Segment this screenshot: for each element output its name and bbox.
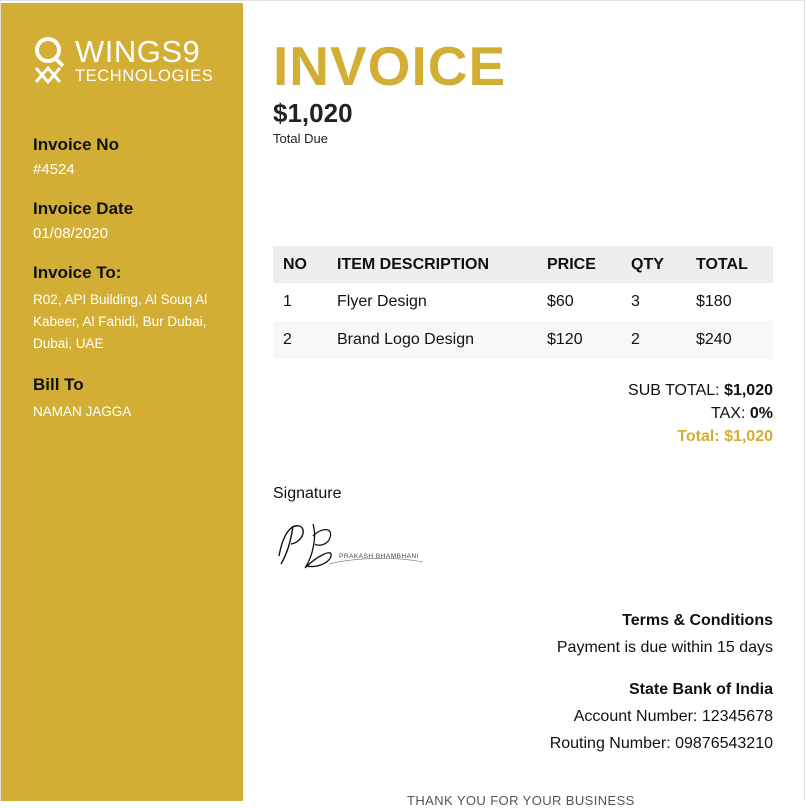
totals-block [628, 379, 773, 448]
invoice-number-label: Invoice No [33, 135, 119, 154]
invoice-to-address: R02, API Building, Al Souq Al Kabeer, Al Fahidi, Bur Dubai, Dubai, UAE [33, 292, 208, 351]
invoice-number: #4524 [33, 161, 75, 178]
invoice-date-label: Invoice Date [33, 199, 134, 218]
tax-line [628, 402, 773, 425]
account-line [550, 708, 773, 726]
signature-image [273, 516, 433, 576]
header-total: TOTAL [696, 246, 773, 283]
invoice-date: 01/08/2020 [33, 225, 109, 242]
cell-price: $60 [547, 293, 574, 310]
table-row [273, 283, 773, 321]
cell-no: 1 [283, 293, 292, 310]
cell-total: $240 [696, 321, 773, 359]
table-row [273, 321, 773, 359]
subtotal-value: $1,020 [724, 382, 773, 399]
header-no: NO [273, 246, 337, 283]
cell-qty: 3 [631, 293, 640, 310]
subtotal-label: SUB TOTAL: [628, 382, 720, 399]
items-table [273, 246, 773, 359]
brand-tagline: TECHNOLOGIES [75, 67, 214, 85]
invoice-date-block [33, 199, 133, 242]
invoice-title: INVOICE [273, 35, 507, 97]
routing-number: 09876543210 [675, 735, 773, 752]
subtotal-line [628, 379, 773, 402]
grand-total-line [628, 425, 773, 448]
signature-name: PRAKASH BHAMBHANI [339, 553, 420, 560]
brand-name: WINGS9 [75, 34, 201, 69]
cell-description: Brand Logo Design [337, 321, 547, 359]
bill-to-name: NAMAN JAGGA [33, 404, 132, 419]
terms-block [550, 612, 773, 753]
routing-line [550, 735, 773, 753]
tax-label: TAX: [711, 405, 746, 422]
terms-text: Payment is due within 15 days [556, 639, 773, 656]
account-label: Account Number: [573, 708, 698, 725]
table-header-row [273, 246, 773, 283]
header-description: ITEM DESCRIPTION [337, 246, 547, 283]
signature-label: Signature [273, 485, 342, 502]
bank-name: State Bank of India [628, 681, 773, 698]
header-price: PRICE [547, 246, 631, 283]
footer-text: THANK YOU FOR YOUR BUSINESS [407, 793, 635, 808]
sidebar [1, 3, 243, 801]
header-qty: QTY [631, 246, 696, 283]
cell-qty: 2 [631, 321, 696, 359]
invoice-number-block [33, 135, 119, 178]
tax-value: 0% [749, 405, 773, 422]
invoice-to-label: Invoice To: [33, 263, 122, 282]
bill-to-label: Bill To [33, 375, 84, 394]
grand-total-value: $1,020 [724, 428, 773, 445]
cell-total: $180 [696, 293, 732, 310]
brand-logo [33, 36, 223, 86]
total-due-label: Total Due [273, 131, 328, 146]
cell-description: Flyer Design [337, 293, 427, 310]
cell-no: 2 [273, 321, 337, 359]
invoice-to-block [33, 263, 228, 355]
wings9-logo-icon [33, 36, 69, 84]
routing-label: Routing Number: [549, 735, 671, 752]
total-due-amount: $1,020 [273, 98, 353, 128]
terms-heading: Terms & Conditions [622, 612, 773, 629]
account-number: 12345678 [701, 708, 773, 725]
grand-total-label: Total: [677, 428, 720, 445]
bill-to-block [33, 375, 228, 423]
cell-price: $120 [547, 321, 631, 359]
